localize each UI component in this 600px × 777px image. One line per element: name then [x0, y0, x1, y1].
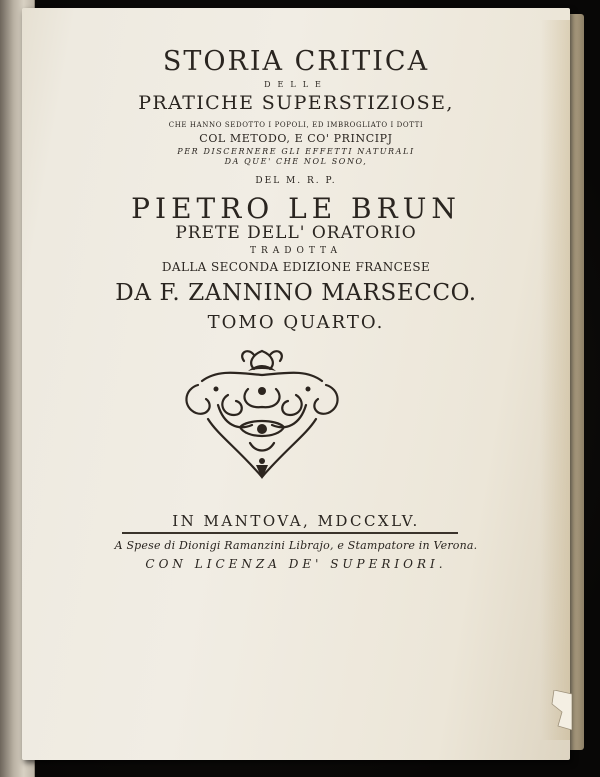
subtitle-line-3a: PER DISCERNERE GLI EFFETTI NATURALI — [177, 147, 415, 156]
translator-name: DA F. ZANNINO MARSECCO. — [115, 280, 477, 306]
subtitle-line-1: CHE HANNO SEDOTTO I POPOLI, ED IMBROGLIATO I DOTTI — [168, 121, 424, 129]
author-role: PRETE DELL' ORATORIO — [175, 223, 417, 243]
paper-tear — [548, 690, 572, 730]
title-connector: DELLE — [264, 80, 328, 89]
book-subject: PRATICHE SUPERSTIZIOSE, — [138, 92, 454, 114]
imprint-rule — [122, 532, 458, 534]
subtitle-line-3b: DA QUE' CHE NOL SONO, — [224, 157, 368, 166]
imprint-place-date: IN MANTOVA, MDCCXLV. — [172, 512, 420, 530]
book-title: STORIA CRITICA — [162, 46, 430, 77]
edition-line: DALLA SECONDA EDIZIONE FRANCESE — [161, 260, 431, 274]
translated-label: TRADOTTA — [249, 246, 343, 256]
author-name: PIETRO LE BRUN — [131, 192, 461, 225]
author-prefix: DEL M. R. P. — [255, 176, 337, 186]
subtitle-line-2: COL METODO, E CO' PRINCIPJ — [199, 132, 393, 145]
printer-line: A Spese di Dionigi Ramanzini Librajo, e Stampatore in Verona. — [114, 539, 478, 552]
license-line: CON LICENZA DE' SUPERIORI. — [145, 557, 447, 571]
subtitle-line-3 — [22, 147, 570, 167]
volume-label: TOMO QUARTO. — [207, 312, 385, 333]
printer-ornament — [178, 345, 346, 483]
